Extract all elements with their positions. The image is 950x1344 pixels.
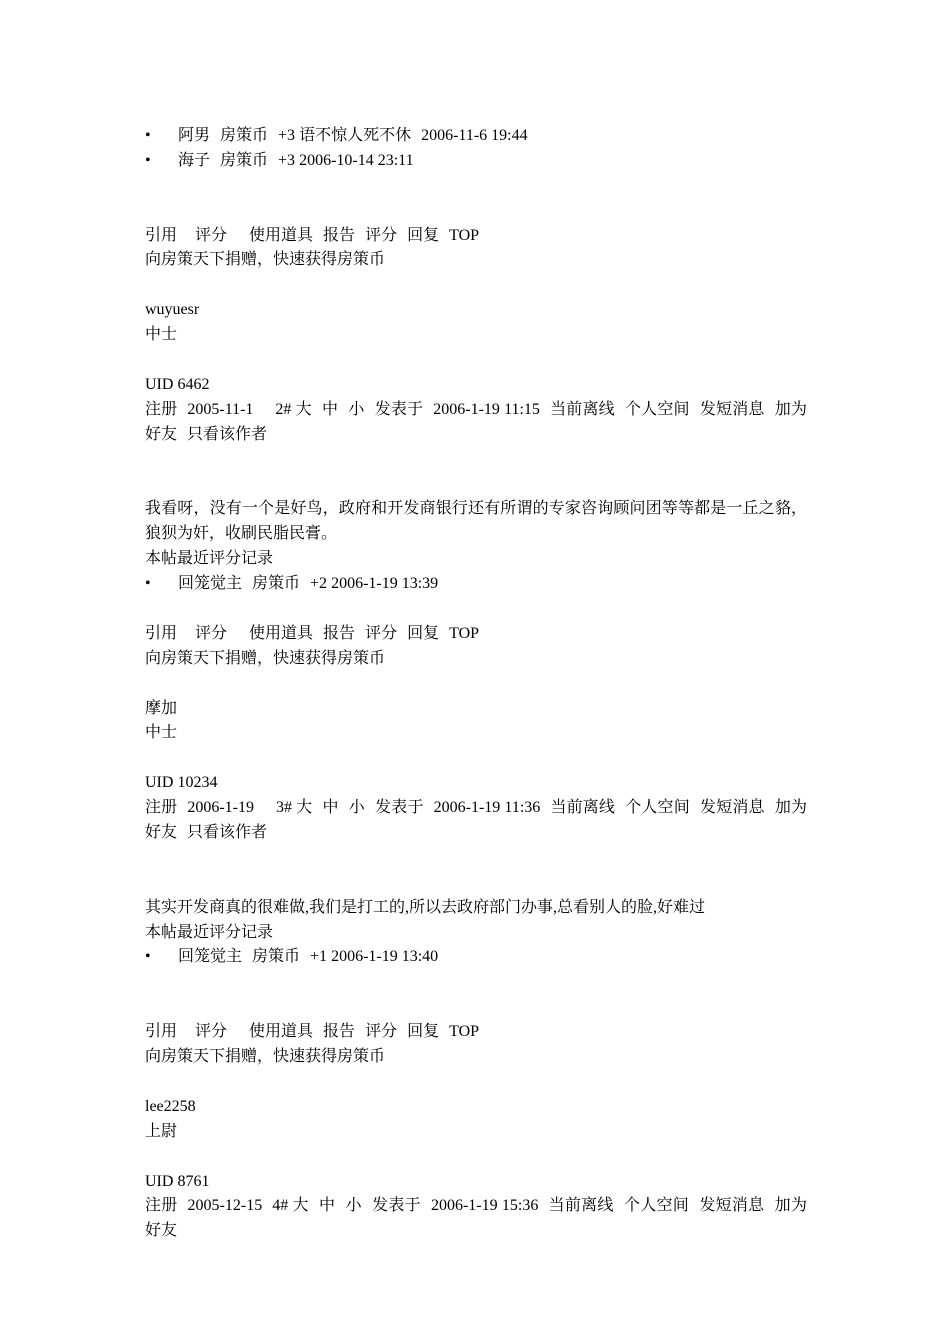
rating-currency: 房策币 [220, 151, 269, 169]
personal-space-link[interactable]: 个人空间 [623, 1197, 690, 1215]
quote-link[interactable]: 引用 [145, 1023, 178, 1041]
add-friend-link[interactable]: 加为好友 [145, 400, 807, 443]
rating-user[interactable]: 回笼觉主 [178, 948, 243, 966]
reply-link[interactable]: 回复 [407, 226, 440, 244]
reg-date: 2005-11-1 [187, 400, 254, 418]
bullet-icon: • [145, 127, 151, 144]
rating-time: 2006-1-19 13:40 [331, 948, 439, 966]
send-pm-link[interactable]: 发短消息 [699, 1197, 765, 1215]
quote-link[interactable]: 引用 [145, 624, 178, 642]
personal-space-link[interactable]: 个人空间 [624, 400, 690, 418]
font-large-link[interactable]: 大 [295, 400, 312, 418]
send-pm-link[interactable]: 发短消息 [699, 400, 765, 418]
reg-date: 2005-12-15 [187, 1197, 263, 1215]
rating-amount: +2 [310, 575, 328, 593]
online-status: 当前离线 [549, 400, 615, 418]
rating-time: 2006-11-6 19:44 [421, 127, 528, 144]
use-item-link[interactable]: 使用道具 [249, 226, 314, 244]
add-friend-link[interactable]: 加为好友 [145, 1197, 807, 1240]
post-author[interactable]: wuyuesr [145, 301, 200, 319]
post-meta [145, 398, 807, 448]
post-action-bar [145, 224, 807, 249]
rating-currency: 房策币 [252, 575, 301, 593]
rating-amount: +3 [278, 151, 296, 169]
author-uid: UID 6462 [145, 375, 210, 393]
document-page [145, 124, 807, 1244]
author-rank: 上尉 [145, 1122, 178, 1140]
font-medium-link[interactable]: 中 [318, 1197, 336, 1215]
donate-link[interactable]: 向房策天下捐赠，快速获得房策币 [145, 251, 386, 269]
post-action-bar [145, 622, 807, 647]
online-status: 当前离线 [548, 1197, 614, 1215]
post-content: 我看呀，没有一个是好鸟，政府和开发商银行还有所谓的专家咨询顾问团等等都是一丘之貉，狼狈为奸，收刷民脂民膏。 [145, 500, 807, 543]
report-link[interactable]: 报告 [323, 226, 356, 244]
font-medium-link[interactable]: 中 [321, 400, 339, 418]
rating-record [145, 124, 807, 149]
post-meta [145, 796, 807, 846]
reg-label: 注册 [145, 1197, 178, 1215]
post-time: 2006-1-19 11:15 [433, 400, 540, 418]
rating-record [145, 945, 807, 970]
rating-record [145, 572, 807, 597]
post-content: 其实开发商真的很难做,我们是打工的,所以去政府部门办事,总看别人的脸,好难过 [145, 898, 706, 916]
font-large-link[interactable]: 大 [296, 799, 313, 817]
add-friend-link[interactable]: 加为好友 [145, 799, 807, 842]
report-link[interactable]: 报告 [323, 1023, 356, 1041]
online-status: 当前离线 [550, 799, 616, 817]
floor-number: 3# [275, 799, 292, 817]
post-time: 2006-1-19 15:36 [430, 1197, 539, 1215]
only-author-link[interactable]: 只看该作者 [187, 425, 268, 443]
rating-user[interactable]: 阿男 [178, 127, 211, 144]
posted-at-label: 发表于 [374, 799, 424, 817]
bullet-icon: • [145, 575, 151, 593]
rating-comment: 语不惊人死不休 [299, 127, 412, 144]
donate-link[interactable]: 向房策天下捐赠，快速获得房策币 [145, 649, 386, 667]
author-uid: UID 8761 [145, 1172, 210, 1190]
use-item-link[interactable]: 使用道具 [249, 624, 314, 642]
post-meta [145, 1194, 807, 1244]
donate-link[interactable]: 向房策天下捐赠，快速获得房策币 [145, 1048, 386, 1066]
font-medium-link[interactable]: 中 [322, 799, 339, 817]
rate-link-2[interactable]: 评分 [365, 624, 398, 642]
only-author-link[interactable]: 只看该作者 [187, 824, 268, 842]
personal-space-link[interactable]: 个人空间 [625, 799, 690, 817]
reg-label: 注册 [145, 799, 178, 817]
use-item-link[interactable]: 使用道具 [249, 1023, 314, 1041]
rating-record [145, 149, 807, 174]
reg-date: 2006-1-19 [187, 799, 254, 817]
rating-time: 2006-10-14 23:11 [299, 151, 414, 169]
rate-link[interactable]: 评分 [195, 1023, 228, 1041]
font-large-link[interactable]: 大 [292, 1197, 309, 1215]
rating-record-title: 本帖最近评分记录 [145, 550, 274, 568]
rate-link[interactable]: 评分 [195, 226, 228, 244]
rating-amount: +1 [310, 948, 328, 966]
top-link[interactable]: TOP [449, 624, 480, 642]
rating-time: 2006-1-19 13:39 [331, 575, 439, 593]
bullet-icon: • [145, 948, 151, 966]
post-time: 2006-1-19 11:36 [433, 799, 541, 817]
font-small-link[interactable]: 小 [345, 1197, 362, 1215]
rating-user[interactable]: 海子 [178, 151, 211, 169]
send-pm-link[interactable]: 发短消息 [699, 799, 765, 817]
author-rank: 中士 [145, 724, 178, 742]
posted-at-label: 发表于 [371, 1197, 421, 1215]
post-action-bar [145, 1020, 807, 1045]
post-author[interactable]: lee2258 [145, 1097, 196, 1115]
font-small-link[interactable]: 小 [348, 799, 365, 817]
author-rank: 中士 [145, 326, 178, 344]
reply-link[interactable]: 回复 [407, 624, 440, 642]
top-link[interactable]: TOP [449, 1023, 480, 1041]
post-author[interactable]: 摩加 [145, 699, 178, 717]
top-link[interactable]: TOP [449, 226, 480, 244]
rating-currency: 房策币 [220, 127, 269, 144]
rating-currency: 房策币 [252, 948, 301, 966]
reg-label: 注册 [145, 400, 178, 418]
floor-number: 2# [275, 400, 292, 418]
posted-at-label: 发表于 [374, 400, 424, 418]
bullet-icon: • [145, 151, 151, 169]
rate-link-2[interactable]: 评分 [365, 1023, 398, 1041]
author-uid: UID 10234 [145, 774, 218, 792]
rate-link[interactable]: 评分 [195, 624, 228, 642]
rating-amount: +3 [278, 127, 296, 144]
reply-link[interactable]: 回复 [407, 1023, 440, 1041]
floor-number: 4# [272, 1197, 289, 1215]
report-link[interactable]: 报告 [323, 624, 356, 642]
font-small-link[interactable]: 小 [348, 400, 365, 418]
rate-link-2[interactable]: 评分 [365, 226, 398, 244]
rating-user[interactable]: 回笼觉主 [178, 575, 243, 593]
quote-link[interactable]: 引用 [145, 226, 178, 244]
rating-record-title: 本帖最近评分记录 [145, 923, 274, 941]
